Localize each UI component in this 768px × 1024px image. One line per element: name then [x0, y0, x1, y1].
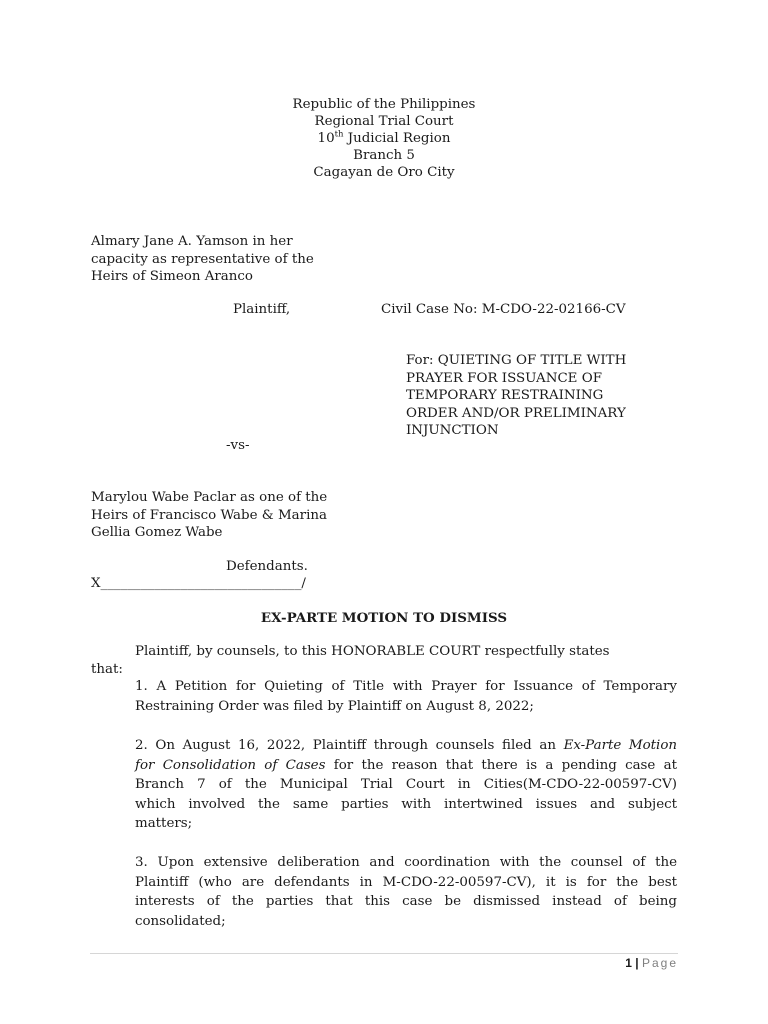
- intro-line-2: that:: [91, 662, 123, 677]
- page-separator: |: [635, 956, 639, 970]
- versus-label: -vs-: [226, 438, 250, 453]
- defendant-role: Defendants.: [226, 559, 308, 574]
- header-court: Regional Trial Court: [314, 114, 454, 129]
- header-country: Republic of the Philippines: [292, 97, 476, 112]
- plaintiff-party: Almary Jane A. Yamson in her capacity as representative of the Heirs of Simeon Aranco: [91, 234, 314, 284]
- case-number: Civil Case No: M-CDO-22-02166-CV: [381, 302, 626, 317]
- page-footer: [625, 956, 678, 970]
- page-label: Page: [641, 956, 678, 970]
- intro-line-1: Plaintiff, by counsels, to this HONORABLE COURT respectfully states: [135, 644, 610, 659]
- page-number: 1: [625, 956, 632, 970]
- paragraph-2: 2. On August 16, 2022, Plaintiff through counsels filed an Ex-Parte Motion for Consolidation of Cases for the reason that there is a pending case at Branch 7 of the Municipal Trial Court in Cities(M-CDO-22-00597-CV) which involved the same parties with intertwined issues and subject matters;: [135, 738, 678, 831]
- paragraph-1: 1. A Petition for Quieting of Title with Prayer for Issuance of Temporary Restraining Order was filed by Plaintiff on August 8, 2022;: [135, 679, 677, 714]
- footer-divider: [90, 953, 678, 954]
- paragraph-3: 3. Upon extensive deliberation and coordination with the counsel of the Plaintiff (who are defendants in M-CDO-22-00597-CV), it is for the best interests of the parties that this case be dismissed instead of being consolidated;: [135, 855, 677, 929]
- header-branch: Branch 5: [353, 148, 415, 163]
- plaintiff-role: Plaintiff,: [233, 302, 291, 317]
- case-nature: For: QUIETING OF TITLE WITH PRAYER FOR ISSUANCE OF TEMPORARY RESTRAINING ORDER AND/OR PRELIMINARY INJUNCTION: [406, 353, 627, 438]
- header-city: Cagayan de Oro City: [313, 165, 455, 180]
- court-header: [184, 96, 584, 181]
- caption-separator: X______________________________/: [91, 576, 306, 591]
- header-region: 10th Judicial Region: [317, 129, 451, 146]
- document-title: EX-PARTE MOTION TO DISMISS: [260, 610, 508, 626]
- defendant-party: Marylou Wabe Paclar as one of the Heirs of Francisco Wabe & Marina Gellia Gomez Wabe: [91, 490, 328, 540]
